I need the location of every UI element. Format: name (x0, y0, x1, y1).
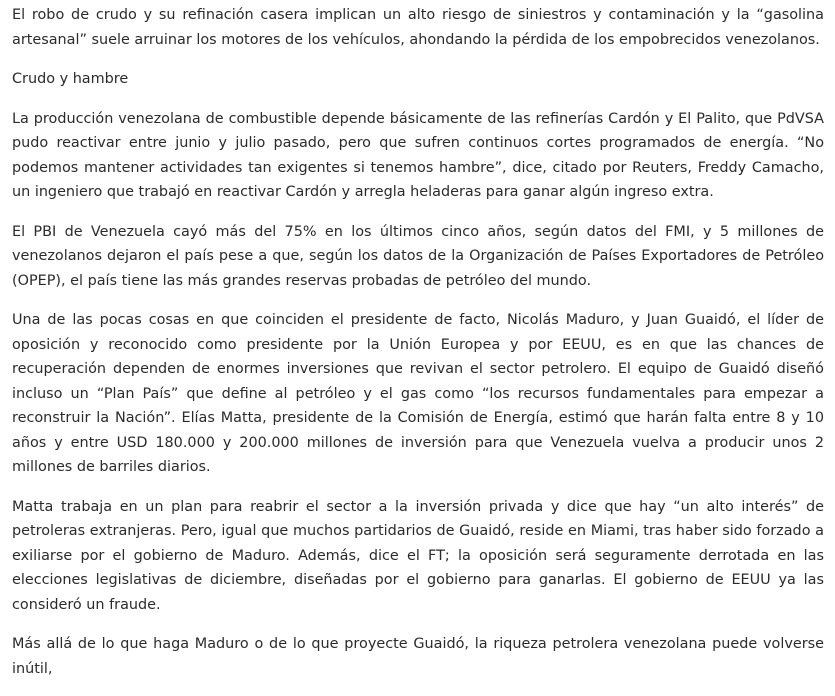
paragraph-maduro-guaido: Una de las pocas cosas en que coinciden el presidente de facto, Nicolás Maduro, y Juan Guaidó, el líder de oposición y reconocido como presidente por la Unión Europea y por EEUU, es en que las chances de recuperación dependen de enormes inversiones que revivan el sector petrolero. El equipo de Guaidó diseñó incluso un “Plan País” que define al petróleo y el gas como “los recursos fundamentales para empezar a reconstruir la Nación”. Elías Matta, presidente de la Comisión de Energía, estimó que harán falta entre 8 y 10 años y entre USD 180.000 y 200.000 millones de inversión para que Venezuela vuelva a producir unos 2 millones de barriles diarios. (12, 312, 824, 475)
paragraph-gdp: El PBI de Venezuela cayó más del 75% en los últimos cinco años, según datos del FMI, y 5 millones de venezolanos dejaron el país pese a que, según los datos de la Organización de Países Exportadores de Petróleo (OPEP), el país tiene las más grandes reservas probadas de petróleo del mundo. (12, 223, 824, 289)
paragraph-conclusion: Más allá de lo que haga Maduro o de lo que proyecte Guaidó, la riqueza petrolera venezolana puede volverse inútil, (12, 636, 824, 677)
paragraph-matta-plan: Matta trabaja en un plan para reabrir el sector a la inversión privada y dice que hay “un alto interés” de petroleras extranjeras. Pero, igual que muchos partidarios de Guaidó, reside en Miami, tras haber sido forzado a exiliarse por el gobierno de Maduro. Además, dice el FT; la oposición será seguramente derrotada en las elecciones legislativas de diciembre, diseñadas por el gobierno para ganarlas. El gobierno de EEUU ya las consideró un fraude. (12, 498, 824, 613)
paragraph-intro: El robo de crudo y su refinación casera implican un alto riesgo de siniestros y contaminación y la “gasolina artesanal” suele arruinar los motores de los vehículos, ahondando la pérdida de los empobrecidos venezolanos. (12, 7, 824, 48)
article-body (12, 3, 824, 696)
section-subheading: Crudo y hambre (12, 71, 129, 87)
paragraph-fuel-production: La producción venezolana de combustible depende básicamente de las refinerías Cardón y El Palito, que PdVSA pudo reactivar entre junio y julio pasado, pero que sufren continuos cortes programados de energía. “No podemos mantener actividades tan exigentes si tenemos hambre”, dice, citado por Reuters, Freddy Camacho, un ingeniero que trabajó en reactivar Cardón y arregla heladeras para ganar algún ingreso extra. (12, 110, 824, 200)
